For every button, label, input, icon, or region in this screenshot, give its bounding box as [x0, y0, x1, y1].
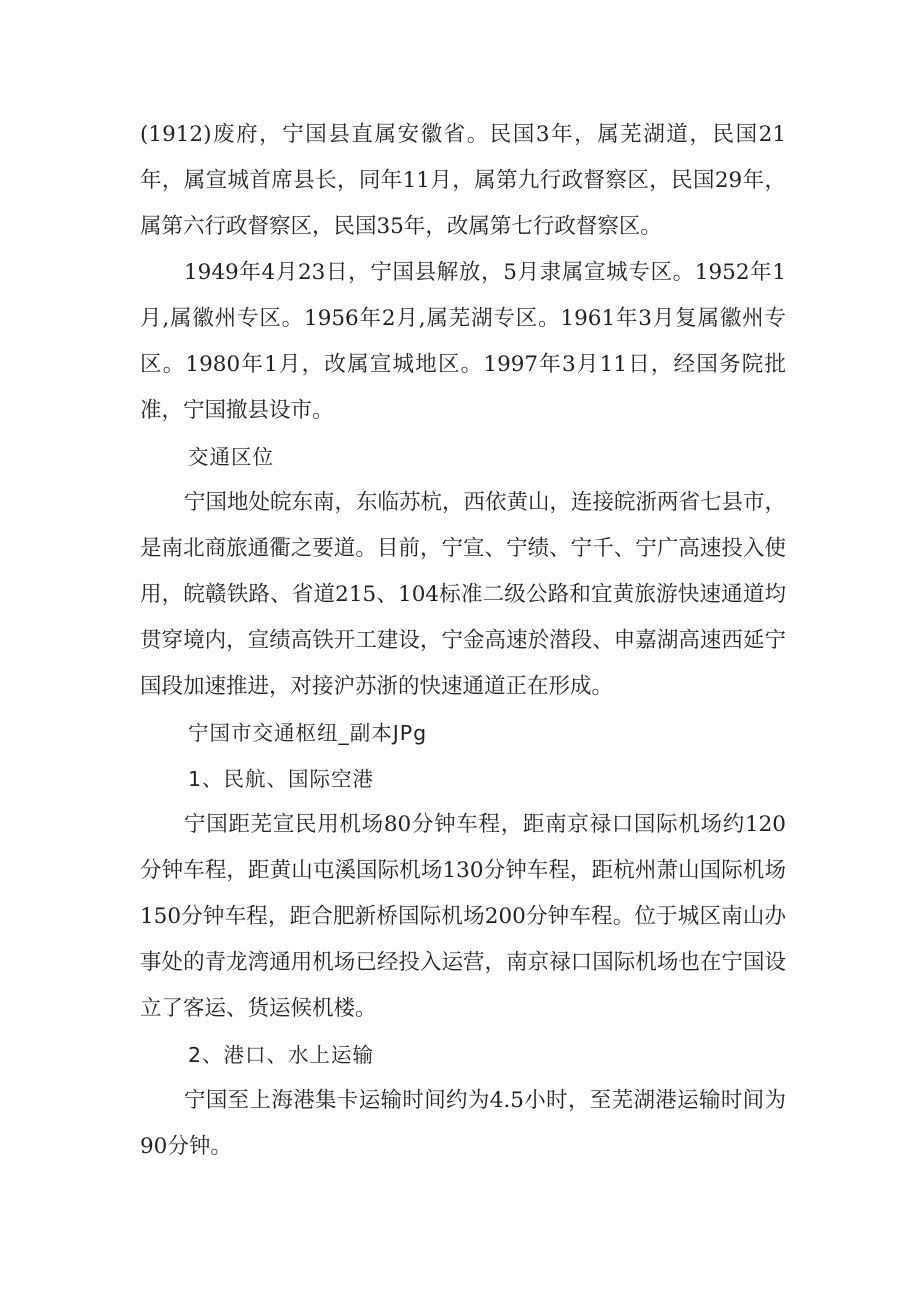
transport-overview-paragraph: 宁国地处皖东南，东临苏杭，西依黄山，连接皖浙两省七县市，是南北商旅通衢之要道。目前，宁宣、宁绩、宁千、宁广高速投入使用，皖赣铁路、省道215、104标准二级公路和宜黄旅游快速通道均贯穿境内，宣绩高铁开工建设，宁金高速於潜段、申嘉湖高速西延宁国段加速推进，对接沪苏浙的快速通道正在形成。 — [140, 490, 787, 699]
aviation-paragraph: 宁国距芜宣民用机场80分钟车程，距南京禄口国际机场约120分钟车程，距黄山屯溪国际机场130分钟车程，距杭州萧山国际机场150分钟车程，距合肥新桥国际机场200分钟车程。位于城区南山办事处的青龙湾通用机场已经投入运营，南京禄口国际机场也在宁国设立了客运、货运候机楼。 — [140, 812, 786, 1021]
subheading-aviation: 1、民航、国际空港 — [188, 767, 375, 791]
section-heading-transport: 交通区位 — [188, 445, 274, 469]
document-body — [140, 112, 786, 1170]
subheading-port: 2、港口、水上运输 — [188, 1043, 375, 1067]
image-caption-transport-hub: 宁国市交通枢纽_副本JPg — [188, 721, 428, 745]
history-paragraph-1949: 1949年4月23日，宁国县解放，5月隶属宣城专区。1952年1月,属徽州专区。1956年2月,属芜湖专区。1961年3月复属徽州专区。1980年1月，改属宣城地区。1997年3月11日，经国务院批准，宁国撤县设市。 — [140, 260, 786, 423]
history-paragraph-continuation: (1912)废府，宁国县直属安徽省。民国3年，属芜湖道，民国21年，属宣城首席县长，同年11月，属第九行政督察区，民国29年，属第六行政督察区，民国35年，改属第七行政督察区。 — [140, 122, 786, 239]
port-paragraph: 宁国至上海港集卡运输时间约为4.5小时，至芜湖港运输时间为90分钟。 — [140, 1088, 786, 1159]
